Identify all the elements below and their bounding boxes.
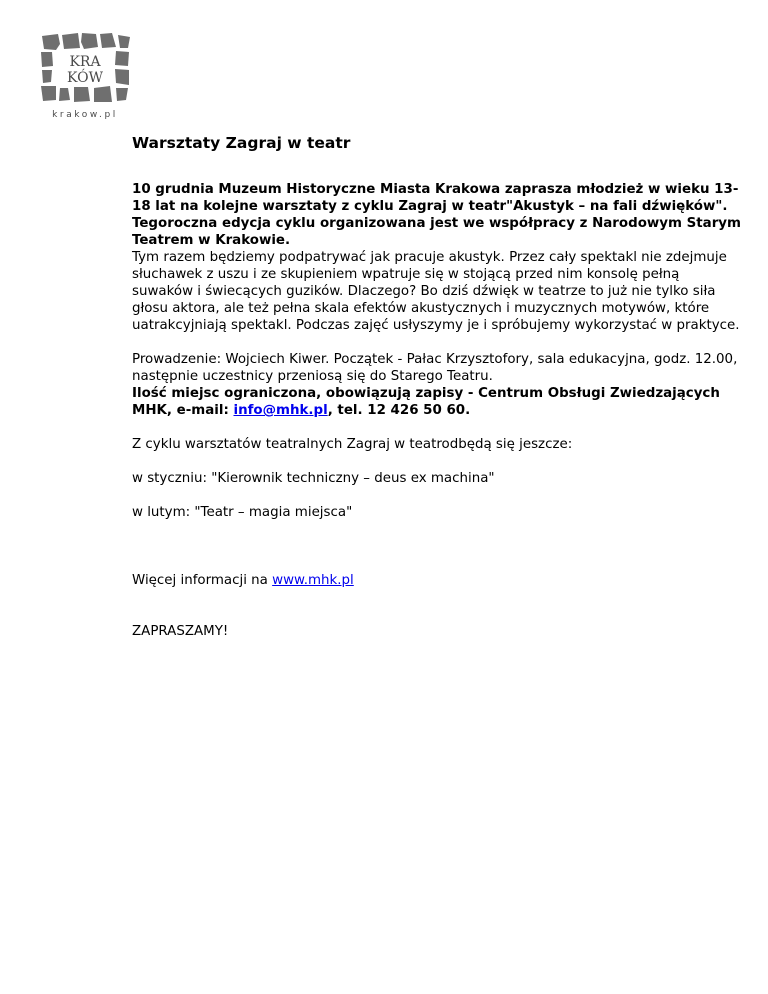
article-title: Warsztaty Zagraj w teatr: [132, 134, 351, 152]
registration-text: Ilość miejsc ograniczona, obowiązują zapisy - Centrum Obsługi Zwiedzających MHK, e-mail:: [132, 386, 720, 418]
email-link[interactable]: info@mhk.pl: [233, 403, 328, 418]
invitation: ZAPRASZAMY!: [132, 624, 229, 639]
registration-phone: , tel. 12 426 50 60.: [327, 403, 471, 418]
registration-info: [132, 385, 744, 419]
more-info: [132, 572, 744, 589]
cycle-intro: Z cyklu warsztatów teatralnych Zagraj w teatrodbędą się jeszcze:: [132, 437, 573, 452]
krakow-logo: [38, 30, 132, 122]
january-workshop: w styczniu: "Kierownik techniczny – deus ex machina": [132, 471, 495, 486]
article-lead: 10 grudnia Muzeum Historyczne Miasta Krakowa zaprasza młodzież w wieku 13-18 lat na kolejne warsztaty z cyklu Zagraj w teatr"Akustyk – na fali dźwięków". Tegoroczna edycja cyklu organizowana jest we współpracy z Narodowym Starym Teatrem w Krakowie.: [132, 182, 741, 248]
website-link[interactable]: www.mhk.pl: [272, 573, 354, 588]
february-workshop: w lutym: "Teatr – magia miejsca": [132, 505, 353, 520]
krakow-logo-graphic: [38, 30, 132, 122]
article: [132, 132, 744, 640]
logo-line2: KÓW: [67, 70, 103, 86]
more-info-text: Więcej informacji na: [132, 573, 273, 588]
article-body: Tym razem będziemy podpatrywać jak pracuje akustyk. Przez cały spektakl nie zdejmuje słuchawek z uszu i ze skupieniem wpatruje się w stojącą przed nim konsolę pełną suwaków i świecących guzików. Dlaczego? Bo dziś dźwięk w teatrze to już nie tylko siła głosu aktora, ale też pełna skala efektów akustycznych i muzycznych motywów, które uatrakcyjniają spektakl. Podczas zajęć usłyszymy je i spróbujemy wykorzystać w praktyce.: [132, 250, 740, 333]
leader-info: Prowadzenie: Wojciech Kiwer. Początek - Pałac Krzysztofory, sala edukacyjna, godz. 12.00, następnie uczestnicy przeniosą się do Starego Teatru.: [132, 352, 738, 384]
logo-caption: krakow.pl: [52, 110, 118, 120]
logo-line1: KRA: [69, 54, 101, 70]
